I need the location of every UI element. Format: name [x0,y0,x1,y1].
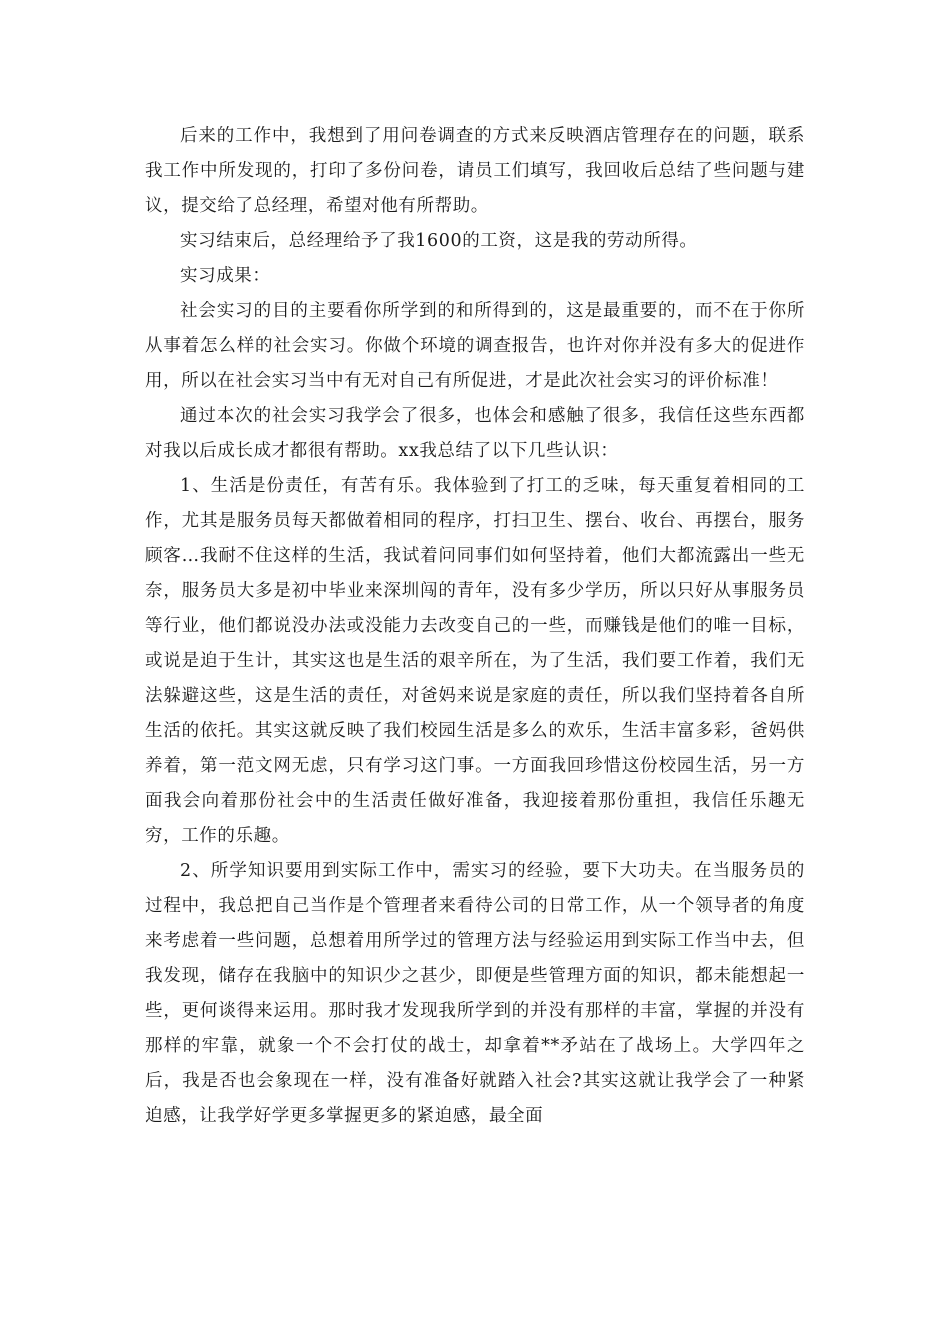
paragraph-salary: 实习结束后，总经理给予了我1600的工资，这是我的劳动所得。 [180,231,698,251]
document-page [145,119,805,1134]
paragraph-questionnaire: 后来的工作中，我想到了用问卷调查的方式来反映酒店管理存在的问题，联系我工作中所发现的，打印了多份问卷，请员工们填写，我回收后总结了些问题与建议，提交给了总经理，希望对他有所帮助。 [145,126,805,216]
paragraph-purpose: 社会实习的目的主要看你所学到的和所得到的，这是最重要的，而不在于你所从事着怎么样的社会实习。你做个环境的调查报告，也许对你并没有多大的促进作用，所以在社会实习当中有无对自己有所促进，才是此次社会实习的评价标准！ [145,301,805,391]
paragraph-summary-intro: 通过本次的社会实习我学会了很多，也体会和感触了很多，我信任这些东西都对我以后成长成才都很有帮助。xx我总结了以下几些认识： [145,406,805,461]
section-heading-results: 实习成果： [180,266,271,286]
paragraph-point-1: 1、生活是份责任，有苦有乐。我体验到了打工的乏味，每天重复着相同的工作，尤其是服务员每天都做着相同的程序，打扫卫生、摆台、收台、再摆台，服务顾客…我耐不住这样的生活，我试着问同事们如何坚持着，他们大都流露出一些无奈，服务员大多是初中毕业来深圳闯的青年，没有多少学历，所以只好从事服务员等行业，他们都说没办法或没能力去改变自己的一些，而赚钱是他们的唯一目标，或说是迫于生计，其实这也是生活的艰辛所在，为了生活，我们要工作着，我们无法躲避这些，这是生活的责任，对爸妈来说是家庭的责任，所以我们坚持着各自所生活的依托。其实这就反映了我们校园生活是多么的欢乐，生活丰富多彩，爸妈供养着，第一范文网无虑，只有学习这门事。一方面我回珍惜这份校园生活，另一方面我会向着那份社会中的生活责任做好准备，我迎接着那份重担，我信任乐趣无穷，工作的乐趣。 [145,476,805,846]
paragraph-point-2: 2、所学知识要用到实际工作中，需实习的经验，要下大功夫。在当服务员的过程中，我总把自己当作是个管理者来看待公司的日常工作，从一个领导者的角度来考虑着一些问题，总想着用所学过的管理方法与经验运用到实际工作当中去，但我发现，储存在我脑中的知识少之甚少，即便是些管理方面的知识，都未能想起一些，更何谈得来运用。那时我才发现我所学到的并没有那样的丰富，掌握的并没有那样的牢靠，就象一个不会打仗的战士，却拿着**矛站在了战场上。大学四年之后，我是否也会象现在一样，没有准备好就踏入社会?其实这就让我学会了一种紧迫感，让我学好学更多掌握更多的紧迫感，最全面 [145,861,805,1126]
